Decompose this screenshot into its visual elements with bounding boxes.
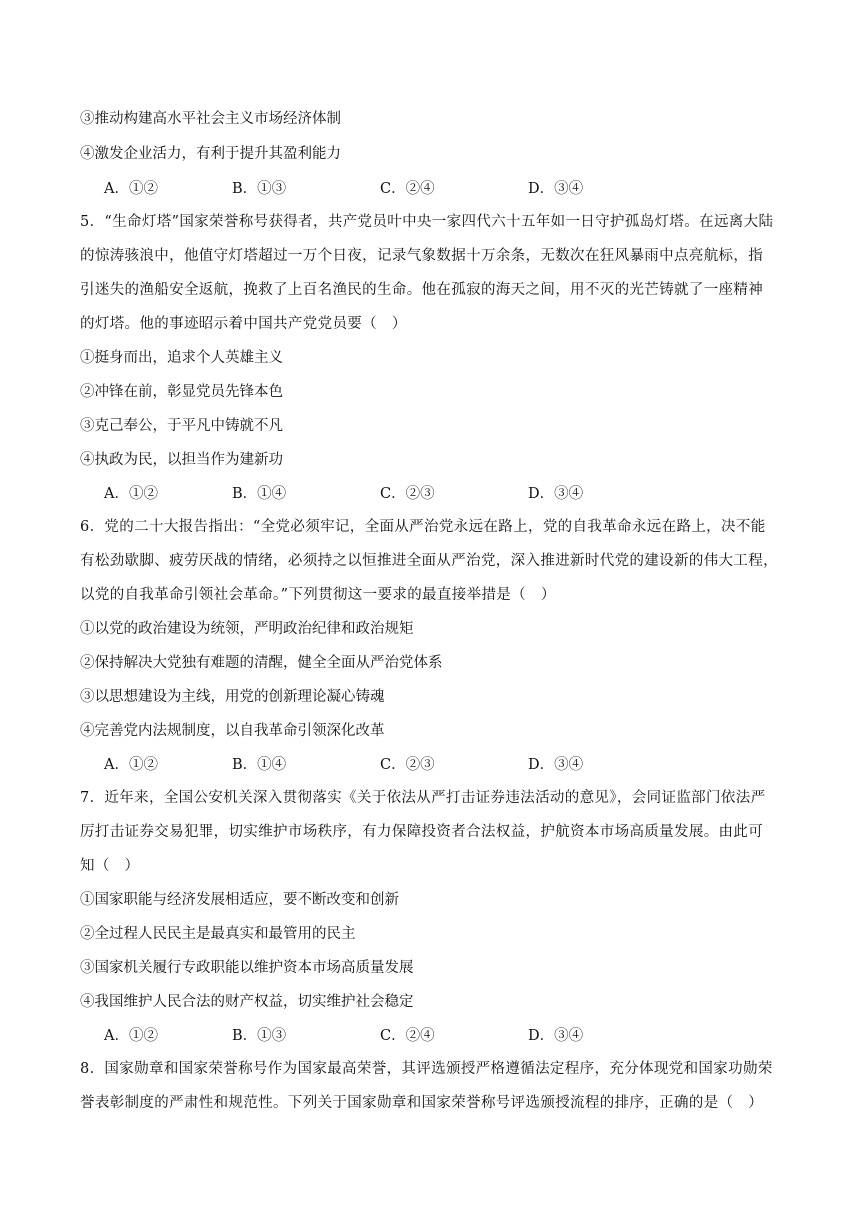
q6-stem-line-3: 以党的自我革命引领社会革命。”下列贯彻这一要求的最直接举措是（ ）: [80, 587, 556, 603]
q6-item-1: ①以党的政治建设为统领，严明政治纪律和政治规矩: [80, 621, 414, 637]
q5-option-a[interactable]: A．①②: [104, 486, 158, 502]
q5-option-b[interactable]: B．①④: [232, 486, 287, 502]
q5-stem-line-1: 5．“生命灯塔”国家荣誉称号获得者，共产党员叶中央一家四代六十五年如一日守护孤岛灯塔。在远离大陆: [80, 214, 774, 230]
q5-option-c[interactable]: C．②③: [380, 486, 435, 502]
q7-option-c[interactable]: C．②④: [380, 1028, 435, 1044]
q4-option-b[interactable]: B．①③: [232, 181, 287, 197]
q4-option-c[interactable]: C．②④: [380, 181, 435, 197]
q7-item-4: ④我国维护人民合法的财产权益，切实维护社会稳定: [80, 994, 414, 1010]
q5-stem-line-2: 的惊涛骇浪中，他值守灯塔超过一万个日夜，记录气象数据十万余条，无数次在狂风暴雨中点亮航标，指: [80, 248, 764, 264]
q6-item-4: ④完善党内法规制度，以自我革命引领深化改革: [80, 723, 385, 739]
q7-stem-line-3: 知（ ）: [80, 858, 140, 874]
q6-option-b[interactable]: B．①④: [232, 757, 287, 773]
q4-item-3: ③推动构建高水平社会主义市场经济体制: [80, 111, 341, 127]
q4-item-4: ④激发企业活力，有利于提升其盈利能力: [80, 146, 341, 162]
q5-option-d[interactable]: D．③④: [528, 486, 584, 502]
q6-item-2: ②保持解决大党独有难题的清醒，健全全面从严治党体系: [80, 655, 443, 671]
q5-item-4: ④执政为民，以担当作为建新功: [80, 452, 283, 468]
q8-stem-line-1: 8．国家勋章和国家荣誉称号作为国家最高荣誉，其评选颁授严格遵循法定程序，充分体现党和国家功勋荣: [80, 1061, 773, 1077]
q4-option-d[interactable]: D．③④: [528, 181, 584, 197]
q6-stem-line-1: 6．党的二十大报告指出：“全党必须牢记，全面从严治党永远在路上，党的自我革命永远在路上，决不能: [80, 519, 766, 535]
q7-option-a[interactable]: A．①②: [104, 1028, 158, 1044]
q6-option-a[interactable]: A．①②: [104, 757, 158, 773]
q5-stem-line-4: 的灯塔。他的事迹昭示着中国共产党党员要（ ）: [80, 316, 407, 332]
q6-option-d[interactable]: D．③④: [528, 757, 584, 773]
q8-stem-line-2: 誉表彰制度的严肃性和规范性。下列关于国家勋章和国家荣誉称号评选颁授流程的排序，正确的是（ ）: [80, 1095, 764, 1111]
q6-option-c[interactable]: C．②③: [380, 757, 435, 773]
q7-item-2: ②全过程人民民主是最真实和最管用的民主: [80, 926, 356, 942]
q7-stem-line-2: 厉打击证券交易犯罪，切实维护市场秩序，有力保障投资者合法权益，护航资本市场高质量发展。由此可: [80, 824, 764, 840]
q5-item-1: ①挺身而出，追求个人英雄主义: [80, 350, 283, 366]
q7-option-d[interactable]: D．③④: [528, 1028, 584, 1044]
q6-item-3: ③以思想建设为主线，用党的创新理论凝心铸魂: [80, 689, 385, 705]
q7-stem-line-1: 7．近年来，全国公安机关深入贯彻落实《关于依法从严打击证券违法活动的意见》，会同证监部门依法严: [80, 790, 766, 806]
q5-item-3: ③克己奉公，于平凡中铸就不凡: [80, 418, 283, 434]
q5-item-2: ②冲锋在前，彰显党员先锋本色: [80, 384, 283, 400]
q4-option-a[interactable]: A．①②: [104, 181, 158, 197]
q5-stem-line-3: 引迷失的渔船安全返航，挽救了上百名渔民的生命。他在孤寂的海天之间，用不灭的光芒铸就了一座精神: [80, 282, 764, 298]
q7-item-1: ①国家职能与经济发展相适应，要不断改变和创新: [80, 892, 399, 908]
q7-item-3: ③国家机关履行专政职能以维护资本市场高质量发展: [80, 960, 414, 976]
q6-stem-line-2: 有松劲歇脚、疲劳厌战的情绪，必须持之以恒推进全面从严治党，深入推进新时代党的建设新的伟大工程，: [80, 553, 778, 569]
q7-option-b[interactable]: B．①③: [232, 1028, 287, 1044]
